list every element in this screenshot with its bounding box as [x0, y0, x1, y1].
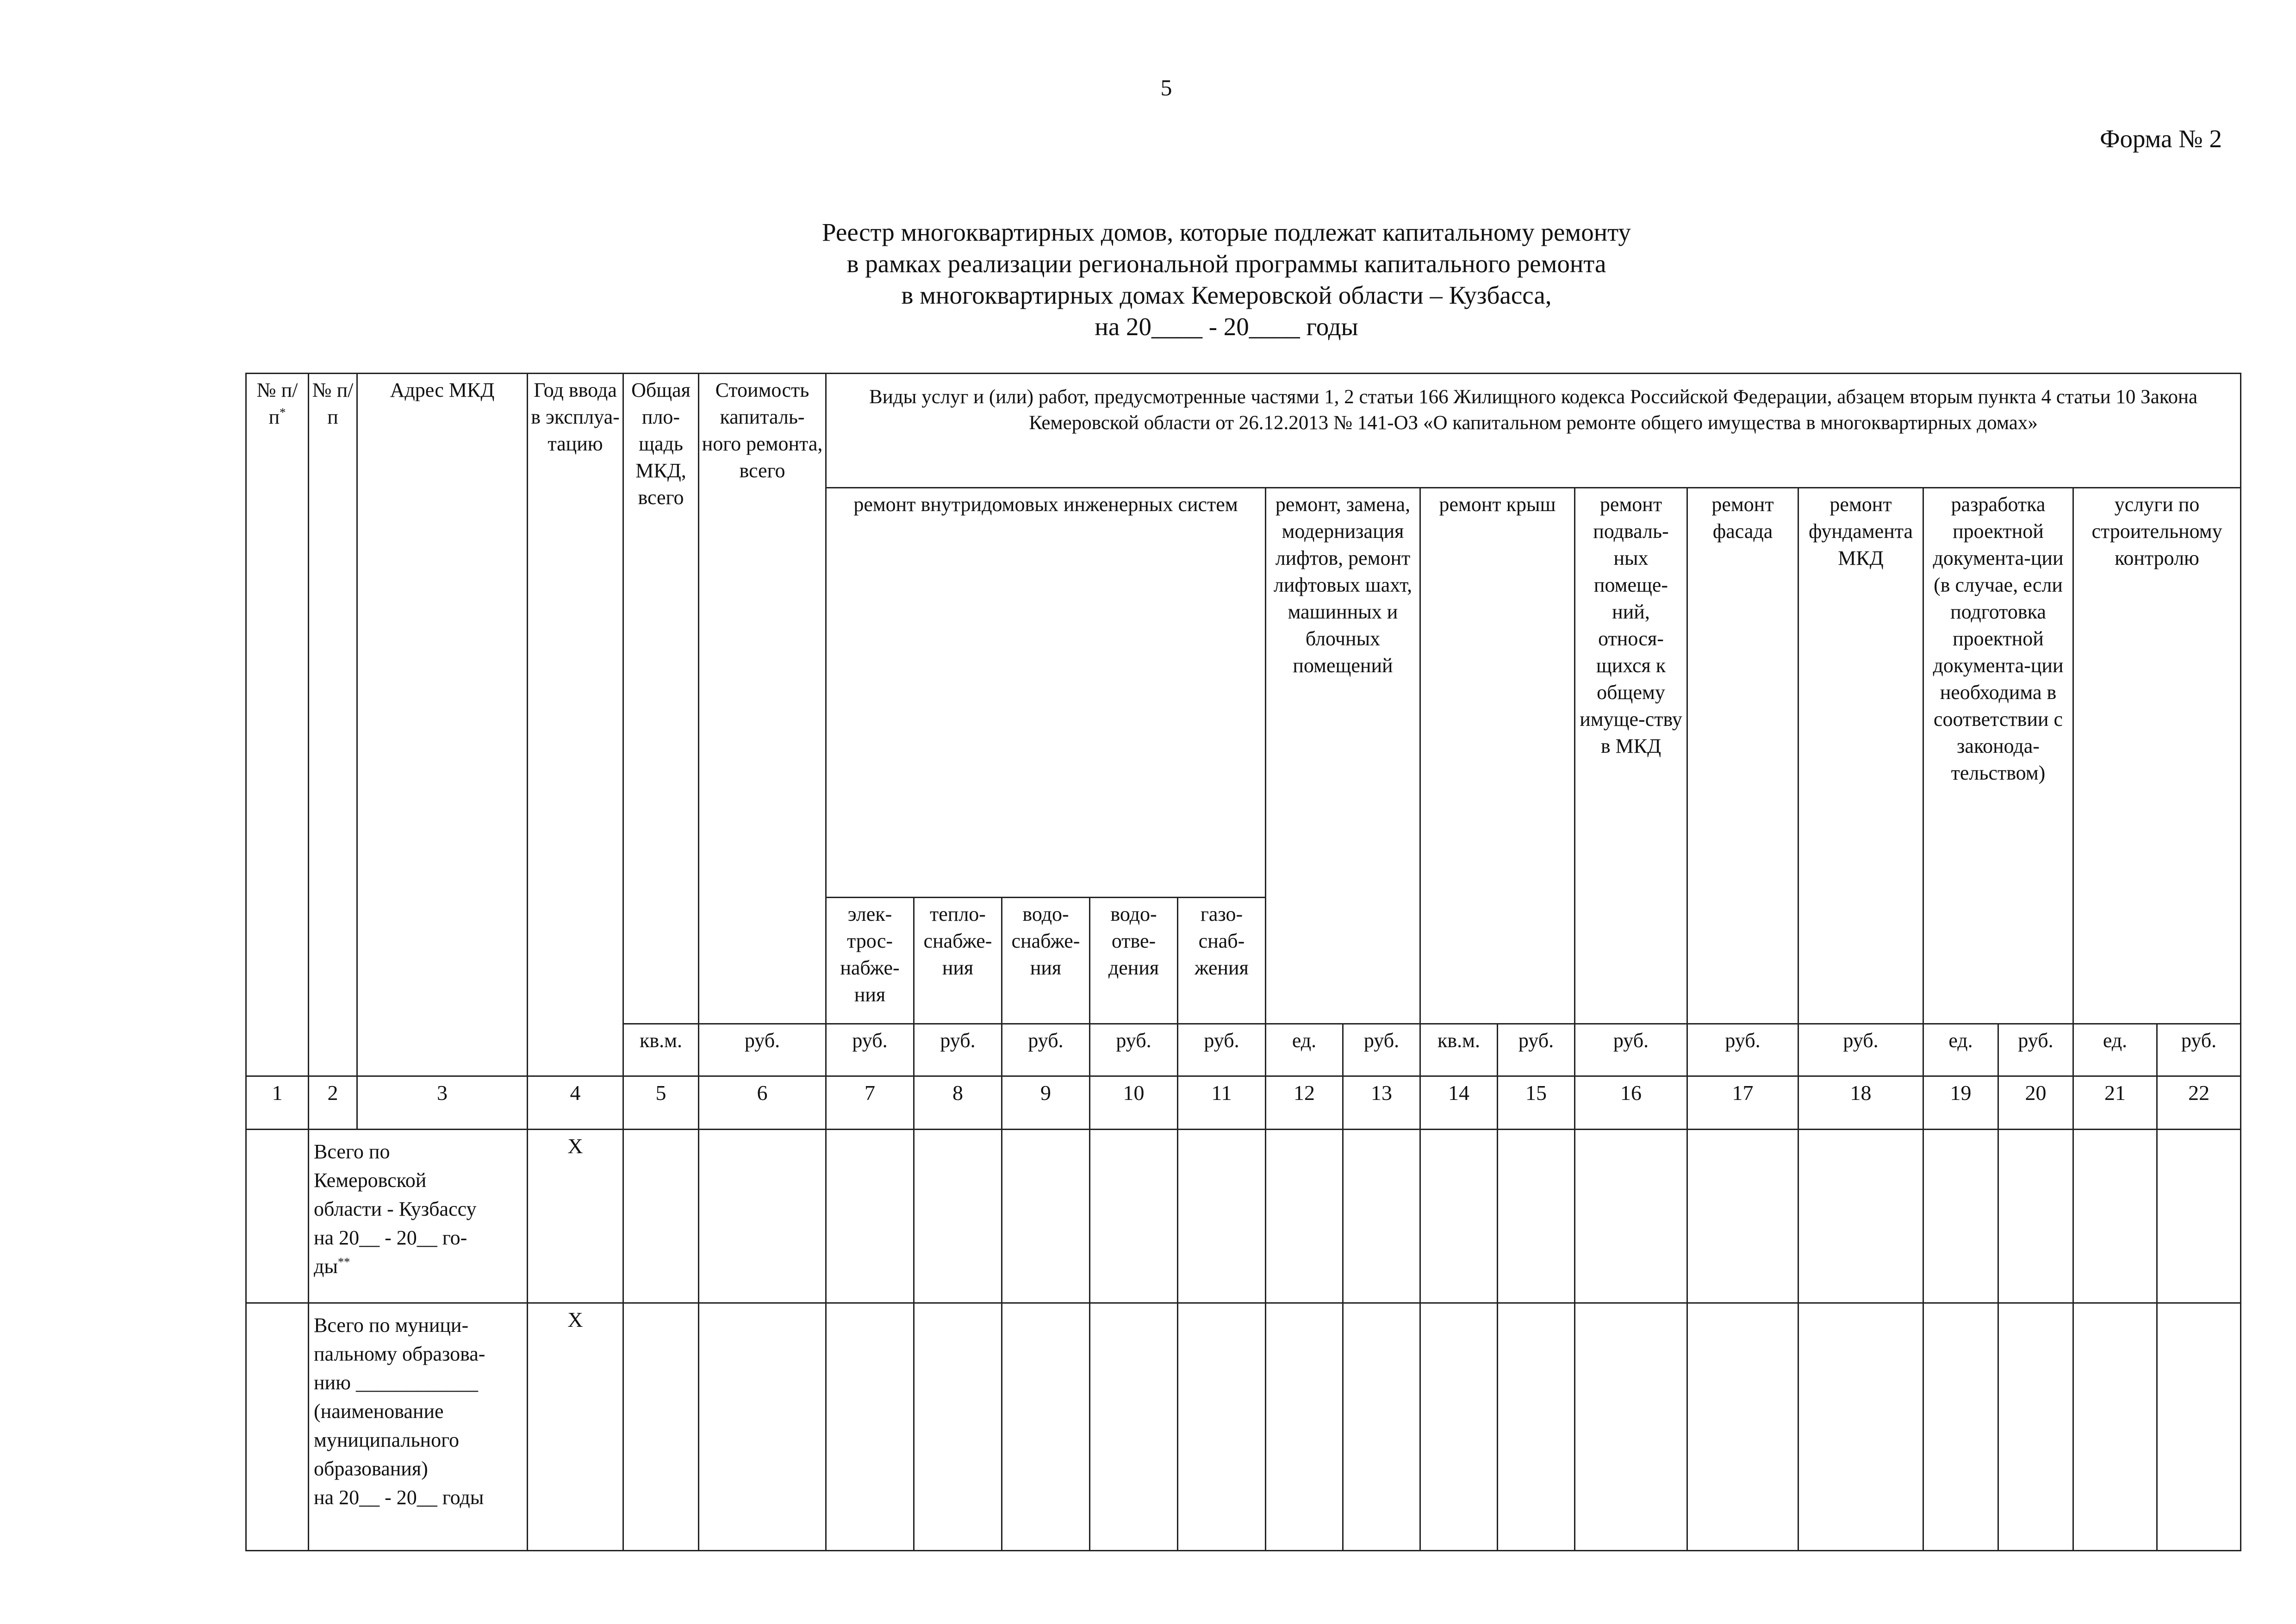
empty-cell [1178, 1303, 1266, 1551]
column-number: 6 [699, 1076, 826, 1130]
column-number: 14 [1420, 1076, 1498, 1130]
empty-cell [1090, 1130, 1178, 1303]
column-number: 15 [1498, 1076, 1575, 1130]
unit-cell: руб. [1998, 1024, 2073, 1076]
unit-cell: руб. [826, 1024, 914, 1076]
empty-cell [1923, 1130, 1998, 1303]
empty-cell [1420, 1130, 1498, 1303]
empty-cell [623, 1130, 699, 1303]
column-number: 9 [1002, 1076, 1090, 1130]
header-col-6: Стоимость капиталь-ного ремонта, всего [699, 374, 826, 1024]
page-number: 5 [1160, 75, 1172, 100]
column-number: 16 [1575, 1076, 1687, 1130]
header-col-7: элек-трос-набже-ния [826, 898, 914, 1024]
empty-cell [1266, 1130, 1343, 1303]
column-number: 19 [1923, 1076, 1998, 1130]
header-engineering-group: ремонт внутридомовых инженерных систем [826, 488, 1266, 898]
unit-cell: руб. [2157, 1024, 2241, 1076]
empty-cell [826, 1303, 914, 1551]
title-line-4: на 20____ - 20____ годы [1095, 312, 1358, 341]
document-title [0, 217, 2296, 343]
unit-cell: руб. [914, 1024, 1002, 1076]
empty-cell [1002, 1303, 1090, 1551]
unit-cell: руб. [1002, 1024, 1090, 1076]
footnote-mark-2: ** [337, 1255, 350, 1269]
empty-cell [1002, 1130, 1090, 1303]
empty-cell [2157, 1303, 2241, 1551]
column-number: 7 [826, 1076, 914, 1130]
column-number: 10 [1090, 1076, 1178, 1130]
empty-cell [826, 1130, 914, 1303]
empty-cell [1343, 1130, 1420, 1303]
empty-cell [1798, 1303, 1923, 1551]
header-col-17: ремонт фасада [1687, 488, 1798, 1024]
empty-cell [246, 1130, 309, 1303]
header-col-1: № п/п* [246, 374, 309, 1076]
registry-table [245, 373, 2241, 1551]
header-works-group: Виды услуг и (или) работ, предусмотренные частями 1, 2 статьи 166 Жилищного кодекса Российской Федерации, абзацем вторым пункта 4 статьи 10 Закона Кемеровской области от 26.12.2013 № 141-ОЗ «О капитальном ремонте общего имущества в многоквартирных домах» [826, 374, 2241, 488]
title-line-2: в рамках реализации региональной программы капитального ремонта [846, 250, 1606, 278]
year-x-mark: Х [528, 1130, 623, 1303]
footnote-mark-1: * [280, 405, 286, 419]
total-region-row [246, 1130, 2241, 1303]
header-col-8: тепло-снабже-ния [914, 898, 1002, 1024]
column-number: 1 [246, 1076, 309, 1130]
unit-cell: кв.м. [1420, 1024, 1498, 1076]
column-number: 8 [914, 1076, 1002, 1130]
year-x-mark: Х [528, 1303, 623, 1551]
empty-cell [1998, 1130, 2073, 1303]
header-col-18: ремонт фундамента МКД [1798, 488, 1923, 1024]
unit-cell: руб. [1343, 1024, 1420, 1076]
header-lifts-group: ремонт, замена, модернизация лифтов, ремонт лифтовых шахт, машинных и блочных помещений [1266, 488, 1420, 1024]
empty-cell [1923, 1303, 1998, 1551]
empty-cell [1575, 1130, 1687, 1303]
empty-cell [2073, 1303, 2157, 1551]
empty-cell [1498, 1303, 1575, 1551]
header-control-group: услуги по строительному контролю [2073, 488, 2241, 1024]
total-municipality-row [246, 1303, 2241, 1551]
empty-cell [1998, 1303, 2073, 1551]
column-number: 12 [1266, 1076, 1343, 1130]
empty-cell [2073, 1130, 2157, 1303]
column-number: 18 [1798, 1076, 1923, 1130]
empty-cell [1575, 1303, 1687, 1551]
column-number: 20 [1998, 1076, 2073, 1130]
header-design-group: разработка проектной документа-ции (в случае, если подготовка проектной документа-ции необходима в соответствии с законода-тельством) [1923, 488, 2073, 1024]
total-municipality-label: Всего по муници- пальному образова- нию ____________ (наименование муниципального образования) на 20__ - 20__ годы [309, 1303, 528, 1551]
unit-cell: руб. [1798, 1024, 1923, 1076]
unit-cell: руб. [1178, 1024, 1266, 1076]
title-line-3: в многоквартирных домах Кемеровской области – Кузбасса, [901, 281, 1552, 309]
unit-cell: руб. [1498, 1024, 1575, 1076]
empty-cell [1498, 1130, 1575, 1303]
header-col-9: водо-снабже-ния [1002, 898, 1090, 1024]
empty-cell [1687, 1303, 1798, 1551]
unit-cell: ед. [2073, 1024, 2157, 1076]
empty-cell [2157, 1130, 2241, 1303]
header-col-16: ремонт подваль-ных помеще-ний, относя-щихся к общему имуще-ству в МКД [1575, 488, 1687, 1024]
header-col-11: газо-снаб-жения [1178, 898, 1266, 1024]
unit-cell: руб. [699, 1024, 826, 1076]
empty-cell [914, 1303, 1002, 1551]
column-number: 22 [2157, 1076, 2241, 1130]
empty-cell [246, 1303, 309, 1551]
unit-cell: ед. [1923, 1024, 1998, 1076]
column-number: 5 [623, 1076, 699, 1130]
column-numbers-row [246, 1076, 2241, 1130]
empty-cell [1178, 1130, 1266, 1303]
header-col-10: водо-отве-дения [1090, 898, 1178, 1024]
column-number: 11 [1178, 1076, 1266, 1130]
column-number: 13 [1343, 1076, 1420, 1130]
empty-cell [914, 1130, 1002, 1303]
column-number: 3 [357, 1076, 528, 1130]
unit-cell: кв.м. [623, 1024, 699, 1076]
form-label: Форма № 2 [2100, 125, 2222, 153]
total-region-label: Всего по Кемеровской области - Кузбассу на 20__ - 20__ го- ды** [309, 1130, 528, 1303]
header-roofs-group: ремонт крыш [1420, 488, 1575, 1024]
header-col-5: Общая пло-щадь МКД, всего [623, 374, 699, 1024]
unit-cell: руб. [1687, 1024, 1798, 1076]
header-col-4: Год ввода в эксплуа-тацию [528, 374, 623, 1076]
empty-cell [1420, 1303, 1498, 1551]
header-col-3: Адрес МКД [357, 374, 528, 1076]
empty-cell [1090, 1303, 1178, 1551]
unit-cell: руб. [1090, 1024, 1178, 1076]
column-number: 21 [2073, 1076, 2157, 1130]
unit-cell: руб. [1575, 1024, 1687, 1076]
empty-cell [699, 1303, 826, 1551]
empty-cell [699, 1130, 826, 1303]
empty-cell [623, 1303, 699, 1551]
empty-cell [1343, 1303, 1420, 1551]
title-line-1: Реестр многоквартирных домов, которые подлежат капитальному ремонту [822, 218, 1631, 246]
unit-cell: ед. [1266, 1024, 1343, 1076]
empty-cell [1798, 1130, 1923, 1303]
header-row-1 [246, 374, 2241, 488]
empty-cell [1687, 1130, 1798, 1303]
empty-cell [1266, 1303, 1343, 1551]
header-col-2: № п/п [309, 374, 357, 1076]
column-number: 4 [528, 1076, 623, 1130]
column-number: 17 [1687, 1076, 1798, 1130]
column-number: 2 [309, 1076, 357, 1130]
